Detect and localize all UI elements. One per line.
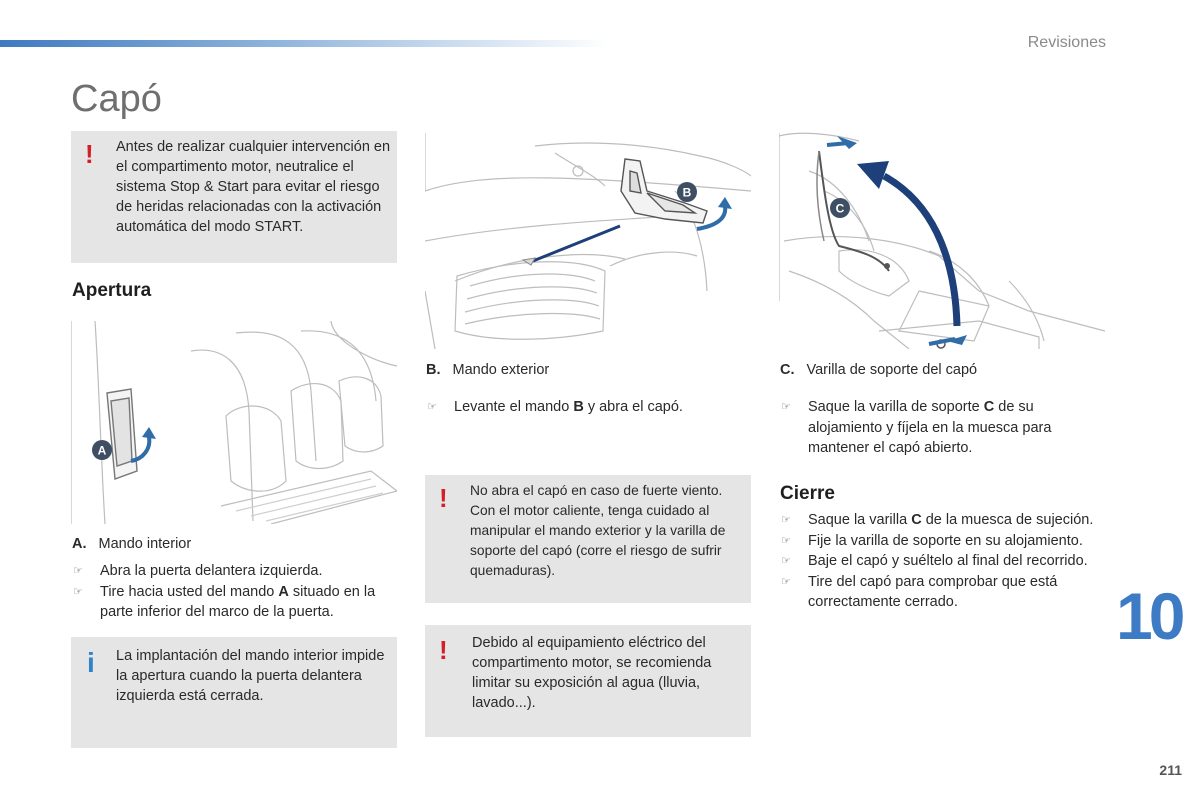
step-text: Levante el mando [454, 399, 570, 415]
list-item [780, 397, 1085, 459]
hand-pointer-icon: ☞ [73, 565, 83, 577]
step-text: Saque la varilla [808, 512, 908, 528]
step-text: Baje el capó y suéltelo al final del recorrido. [808, 553, 1088, 569]
hand-pointer-icon: ☞ [781, 401, 791, 413]
step-ref: A [278, 583, 289, 600]
warning-box-stop-start [71, 131, 397, 263]
step-text: de la muesca de sujeción. [925, 512, 1094, 528]
warning-text: No abra el capó en caso de fuerte viento. Con el motor caliente, tenga cuidado al manipular el mando exterior y la varilla de soporte del capó (corre el riesgo de sufrir quemaduras). [470, 483, 726, 578]
caption-c-text: Varilla de soporte del capó [806, 362, 978, 378]
cierre-steps [780, 510, 1105, 613]
warning-icon: ! [439, 483, 448, 513]
hand-pointer-icon: ☞ [427, 401, 437, 413]
illustration-support-rod [779, 131, 1105, 349]
step-text: de su alojamiento y fíjela en la muesca para mantener el capó abierto. [808, 399, 1052, 456]
caption-b-letter: B. [426, 362, 441, 378]
warning-box-water [425, 625, 751, 737]
step-ref: C [983, 399, 995, 415]
caption-c [780, 360, 977, 380]
info-text: La implantación del mando interior impide la apertura cuando la puerta delantera izquierda está cerrada. [116, 648, 385, 704]
caption-a-text: Mando interior [98, 536, 192, 552]
apertura-heading: Apertura [72, 280, 152, 301]
right-steps [780, 397, 1085, 459]
caption-b-text: Mando exterior [452, 362, 550, 378]
caption-a-letter: A. [72, 536, 87, 552]
label-b: B [682, 185, 692, 200]
step-ref: B [573, 399, 584, 415]
label-c: C [835, 201, 845, 216]
list-item [780, 572, 1105, 613]
info-box [71, 637, 397, 748]
header-accent-bar [0, 40, 610, 47]
warning-icon: ! [85, 139, 94, 169]
step-text: situado en la parte inferior del marco de la puerta. [100, 583, 376, 620]
label-a: A [97, 443, 107, 458]
hand-pointer-icon: ☞ [781, 575, 791, 588]
list-item [72, 582, 397, 623]
step-text: Fije la varilla de soporte en su alojamiento. [808, 532, 1083, 549]
info-icon: i [87, 647, 95, 678]
list-item [426, 397, 751, 418]
apertura-steps [72, 561, 397, 623]
warning-box-wind [425, 475, 751, 603]
list-item [72, 561, 397, 582]
step-text: Tire del capó para comprobar que está correctamente cerrado. [808, 573, 1058, 610]
caption-a [72, 534, 191, 554]
step-text: Saque la varilla de soporte [808, 399, 980, 415]
step-ref: C [911, 512, 922, 528]
hand-pointer-icon: ☞ [781, 534, 791, 547]
warning-text: Antes de realizar cualquier intervención en el compartimento motor, neutralice el sistema Stop & Start para evitar el riesgo de heridas relacionadas con la activación automática del modo START. [116, 139, 391, 235]
page-number: 211 [1159, 762, 1182, 778]
middle-steps [426, 397, 751, 418]
page-title: Capó [71, 78, 162, 120]
list-item [780, 510, 1105, 531]
list-item [780, 551, 1105, 572]
hand-pointer-icon: ☞ [73, 585, 83, 598]
warning-icon: ! [439, 635, 448, 665]
hand-pointer-icon: ☞ [781, 514, 791, 526]
caption-b [426, 360, 549, 380]
caption-c-letter: C. [780, 362, 795, 378]
step-text: Abra la puerta delantera izquierda. [100, 563, 323, 579]
illustration-interior-release [71, 321, 397, 524]
illustration-exterior-release [425, 131, 751, 349]
cierre-heading: Cierre [780, 483, 835, 504]
warning-text: Debido al equipamiento eléctrico del compartimento motor, se recomienda limitar su exposición al agua (lluvia, lavado...). [472, 635, 712, 711]
section-name: Revisiones [1027, 34, 1106, 51]
step-text: Tire hacia usted del mando [100, 583, 275, 600]
hand-pointer-icon: ☞ [781, 555, 791, 567]
step-text: y abra el capó. [587, 399, 683, 415]
chapter-number: 10 [1116, 579, 1182, 653]
list-item [780, 531, 1105, 552]
